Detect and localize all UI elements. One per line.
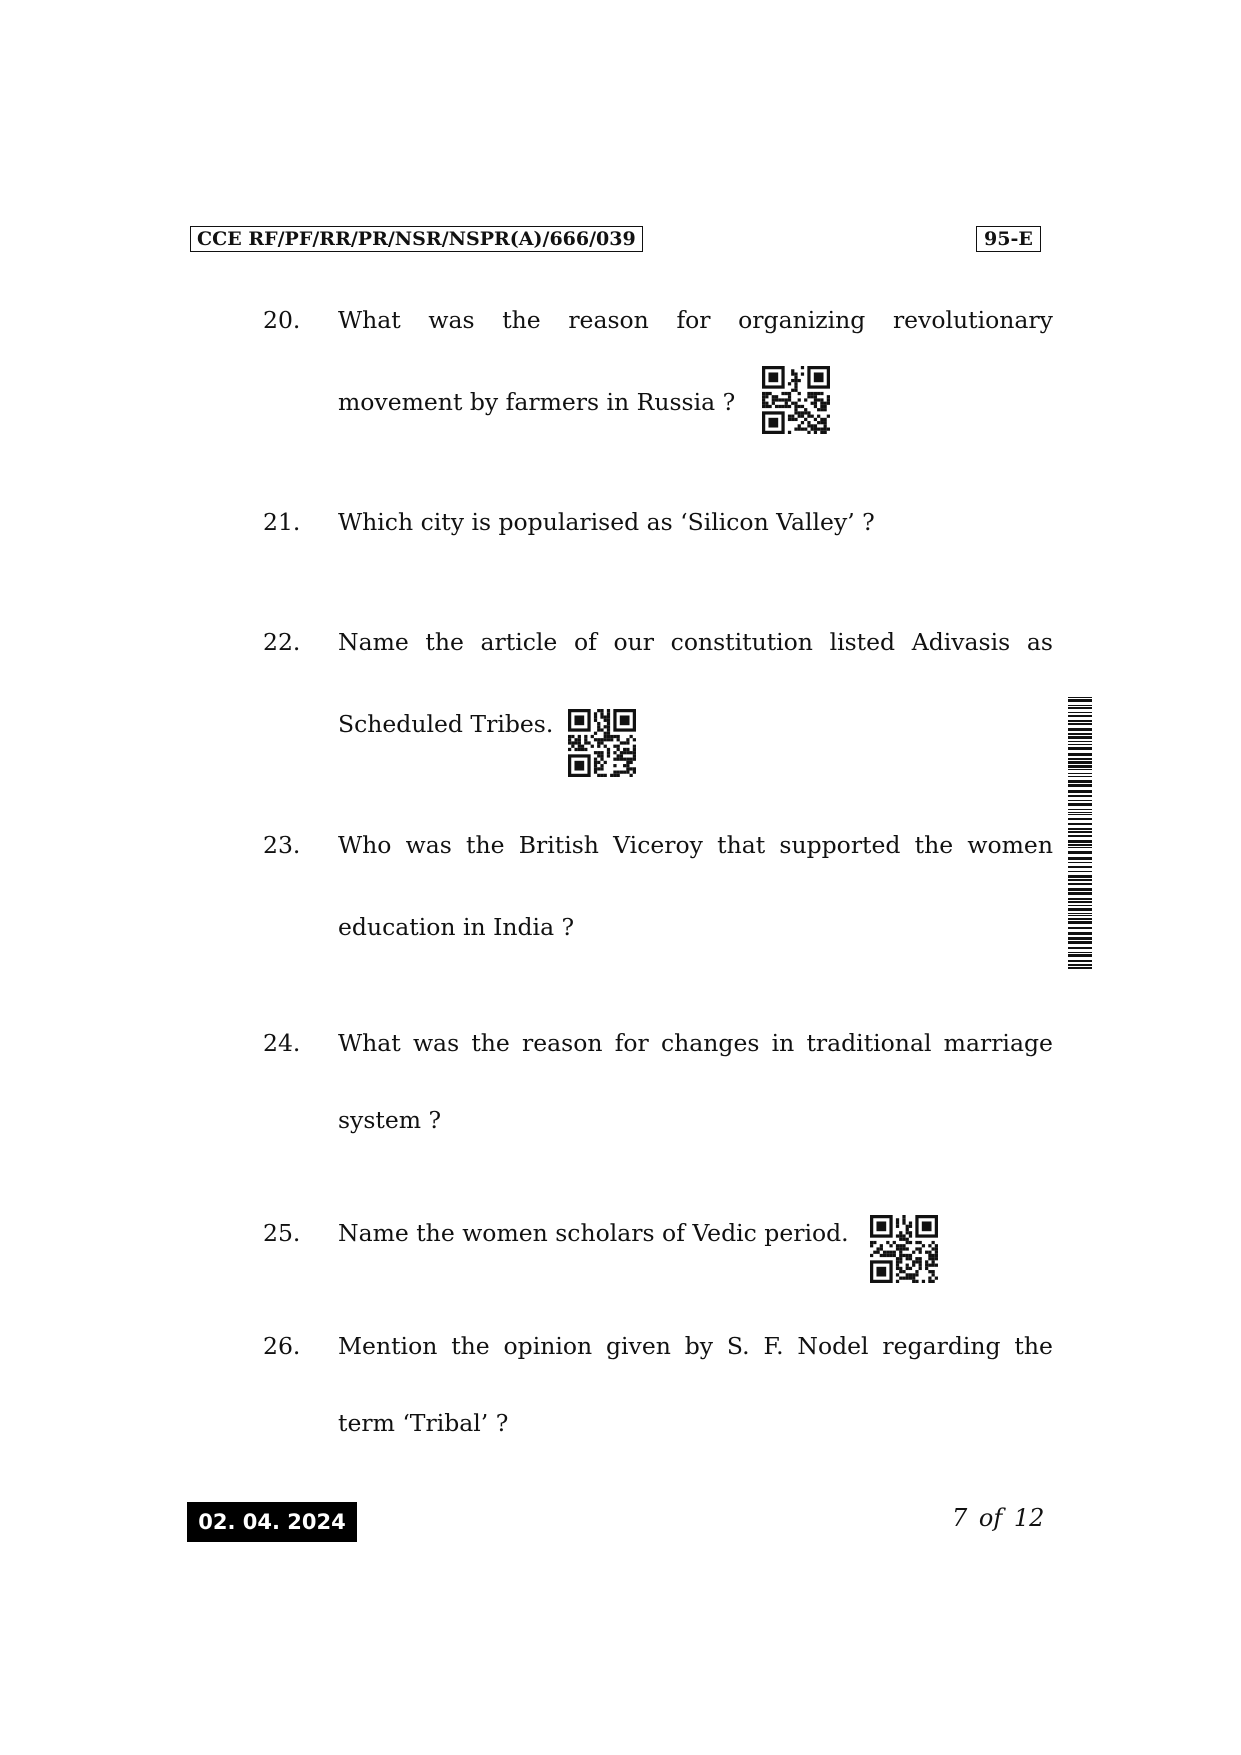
- qr-code-icon: [762, 366, 830, 434]
- qr-code-graphic: [870, 1215, 938, 1283]
- version-code: 95-E: [976, 226, 1041, 252]
- question-word: What: [338, 1029, 401, 1057]
- paper-code: CCE RF/PF/RR/PR/NSR/NSPR(A)/666/039: [190, 226, 643, 252]
- question-word: as: [1026, 628, 1053, 656]
- question-text-line-2: education in India ?: [338, 913, 575, 941]
- question-word: for: [676, 306, 711, 334]
- question-number: 22.: [263, 628, 301, 656]
- question-number: 24.: [263, 1029, 301, 1057]
- question-word: What: [338, 306, 401, 334]
- question-word: was: [412, 1029, 460, 1057]
- question-word: was: [428, 306, 475, 334]
- question-text-line-1: [338, 306, 1053, 334]
- question-number: 23.: [263, 831, 301, 859]
- question-word: given: [606, 1332, 671, 1360]
- question-word: the: [1014, 1332, 1053, 1360]
- question-word: Mention: [338, 1332, 438, 1360]
- question-number: 25.: [263, 1219, 301, 1247]
- question-word: opinion: [503, 1332, 593, 1360]
- question-word: was: [405, 831, 452, 859]
- question-word: traditional: [806, 1029, 932, 1057]
- qr-code-graphic: [568, 709, 636, 777]
- qr-code-icon: [870, 1215, 938, 1283]
- question-text-line-2: movement by farmers in Russia ?: [338, 388, 736, 416]
- question-number: 21.: [263, 508, 301, 536]
- question-word: organizing: [738, 306, 866, 334]
- qr-code-graphic: [762, 366, 830, 434]
- question-word: our: [613, 628, 655, 656]
- question-word: Who: [338, 831, 392, 859]
- question-word: in: [771, 1029, 795, 1057]
- question-word: the: [471, 1029, 510, 1057]
- question-word: reason: [568, 306, 649, 334]
- question-word: the: [451, 1332, 490, 1360]
- question-text-line-2: term ‘Tribal’ ?: [338, 1409, 509, 1437]
- question-word: changes: [660, 1029, 760, 1057]
- barcode-graphic: [1068, 697, 1092, 969]
- question-word: Name: [338, 628, 409, 656]
- question-word: the: [425, 628, 464, 656]
- question-word: constitution: [670, 628, 813, 656]
- question-word: S.: [726, 1332, 750, 1360]
- question-text-line-2: system ?: [338, 1106, 442, 1134]
- question-word: revolutionary: [892, 306, 1053, 334]
- question-word: Viceroy: [613, 831, 703, 859]
- question-word: reason: [522, 1029, 603, 1057]
- question-word: Nodel: [797, 1332, 869, 1360]
- question-word: supported: [779, 831, 901, 859]
- question-word: the: [466, 831, 505, 859]
- question-text-line-1: Which city is popularised as ‘Silicon Valley’ ?: [338, 508, 875, 536]
- question-word: the: [502, 306, 541, 334]
- question-word: listed: [829, 628, 896, 656]
- question-word: that: [717, 831, 766, 859]
- question-text-line-1: [338, 628, 1053, 656]
- exam-date: 02. 04. 2024: [187, 1502, 357, 1542]
- question-text-line-1: [338, 1332, 1053, 1360]
- question-text-line-1: Name the women scholars of Vedic period.: [338, 1219, 849, 1247]
- question-word: Adivasis: [911, 628, 1011, 656]
- qr-code-icon: [568, 709, 636, 777]
- question-word: the: [914, 831, 954, 859]
- question-word: F.: [763, 1332, 784, 1360]
- question-number: 20.: [263, 306, 301, 334]
- barcode-icon: [1068, 697, 1092, 969]
- question-text-line-1: [338, 831, 1053, 859]
- question-text-line-2: Scheduled Tribes.: [338, 710, 554, 738]
- question-word: women: [967, 831, 1053, 859]
- question-word: for: [614, 1029, 649, 1057]
- question-word: marriage: [943, 1029, 1053, 1057]
- question-number: 26.: [263, 1332, 301, 1360]
- page-number: 7 of 12: [952, 1504, 1045, 1532]
- question-word: regarding: [882, 1332, 1001, 1360]
- question-text-line-1: [338, 1029, 1053, 1057]
- question-word: of: [573, 628, 597, 656]
- question-word: by: [684, 1332, 714, 1360]
- question-word: article: [480, 628, 558, 656]
- question-word: British: [518, 831, 599, 859]
